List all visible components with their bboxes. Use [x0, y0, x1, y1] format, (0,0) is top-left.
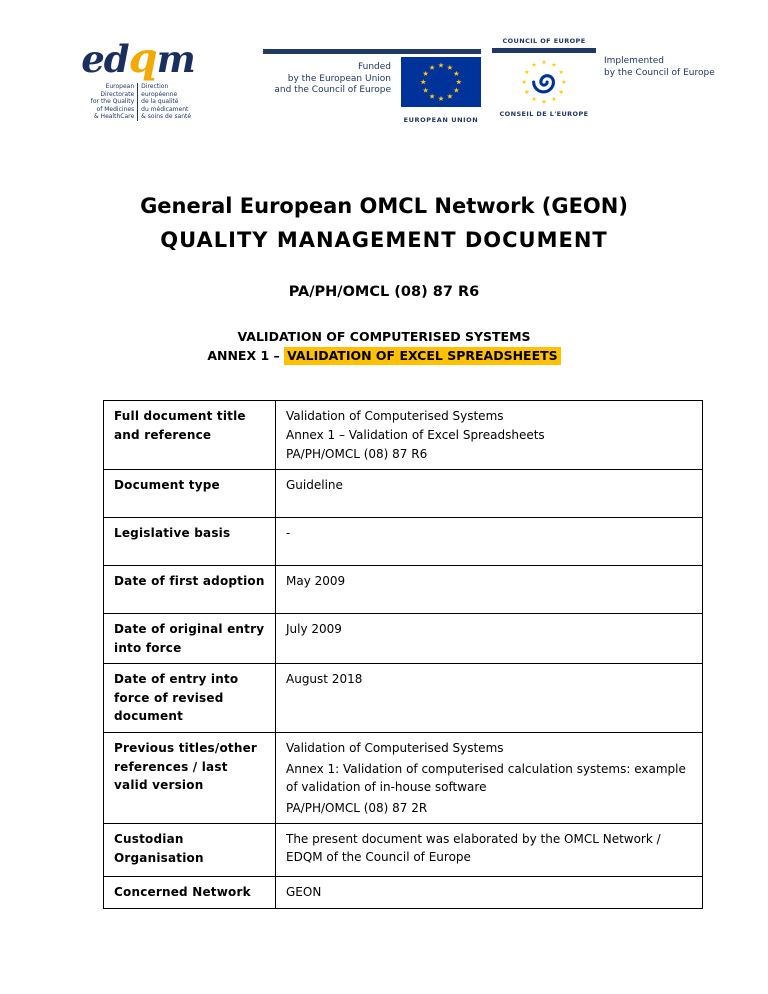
tagline-line: & HealthCare: [93, 113, 135, 120]
row-value: [276, 614, 703, 664]
value-line: Annex 1: Validation of computerised calculation systems: example of validation of in-house software: [286, 761, 686, 794]
council-of-europe-logo-icon: [517, 55, 571, 109]
subject-line-2-prefix: ANNEX 1 –: [207, 348, 285, 363]
funded-line: and the Council of Europe: [274, 85, 391, 95]
row-value: [276, 470, 703, 518]
edqm-tagline: [70, 83, 206, 121]
table-row: [104, 664, 703, 733]
value-line: GEON: [286, 884, 322, 899]
edqm-logo: [70, 33, 206, 121]
tagline-line: for the Quality: [90, 98, 135, 105]
table-row: [104, 518, 703, 566]
table-row: [104, 732, 703, 823]
value-line: The present document was elaborated by the OMCL Network / EDQM of the Council of Europe: [286, 831, 661, 864]
row-value: [276, 401, 703, 470]
value-line: July 2009: [286, 622, 342, 636]
eu-flag-caption: EUROPEAN UNION: [403, 116, 479, 124]
funded-line: by the European Union: [287, 73, 391, 84]
table-row: [104, 614, 703, 664]
tagline-line: Direction européenne: [141, 83, 178, 98]
eu-flag-icon: [401, 57, 481, 107]
value-line: Validation of Computerised Systems: [286, 740, 504, 755]
edqm-logotype-q: q: [128, 33, 157, 82]
document-info-table: [103, 400, 703, 909]
row-label: Concerned Network: [104, 876, 276, 908]
row-label: Custodian Organisation: [104, 823, 276, 876]
row-value: [276, 876, 703, 908]
row-label: Previous titles/other references / last valid version: [104, 732, 276, 823]
value-line: Annex 1 – Validation of Excel Spreadsheets: [286, 428, 545, 442]
row-value: [276, 823, 703, 876]
edqm-tagline-english: [70, 83, 138, 121]
navy-bar: [263, 49, 481, 54]
implemented-statement: [604, 56, 715, 79]
row-value: [276, 518, 703, 566]
tagline-line: of Medicines: [96, 105, 135, 113]
row-value: [276, 732, 703, 823]
table-row: [104, 876, 703, 908]
funded-statement: [263, 57, 401, 124]
tagline-line: du médicament: [141, 105, 189, 113]
row-label: Document type: [104, 470, 276, 518]
tagline-line: & soins de santé: [141, 113, 192, 120]
edqm-logotype: [70, 33, 206, 82]
table-row: [104, 566, 703, 614]
table-row: [104, 401, 703, 470]
funded-line: Funded: [357, 62, 391, 72]
value-line: May 2009: [286, 574, 346, 588]
subject-line-1: VALIDATION OF COMPUTERISED SYSTEMS: [237, 329, 531, 344]
eu-funding-row: [263, 57, 481, 124]
row-value: [276, 566, 703, 614]
council-of-europe-block: [492, 37, 596, 118]
eu-flag-column: [401, 57, 481, 124]
document-reference: PA/PH/OMCL (08) 87 R6: [288, 284, 480, 300]
coe-caption-bottom: CONSEIL DE L'EUROPE: [499, 110, 589, 118]
value-line: Validation of Computerised Systems: [286, 409, 504, 423]
coe-caption-top: COUNCIL OF EUROPE: [502, 37, 586, 45]
tagline-line: de la qualité: [141, 98, 179, 105]
value-line: -: [286, 526, 291, 540]
edqm-logotype-ed: ed: [81, 37, 129, 81]
value-line: Guideline: [286, 478, 343, 492]
eu-funding-block: [263, 49, 481, 124]
row-value: [276, 664, 703, 733]
value-line: PA/PH/OMCL (08) 87 R6: [286, 447, 428, 461]
value-line: August 2018: [286, 672, 363, 687]
coe-spiral: [534, 76, 554, 92]
implemented-line: by the Council of Europe: [604, 67, 715, 78]
row-label: Date of first adoption: [104, 566, 276, 614]
row-label: Full document title and reference: [104, 401, 276, 470]
subject-line-2: [0, 348, 768, 363]
table-row: [104, 823, 703, 876]
row-label: Date of entry into force of revised document: [104, 664, 276, 733]
row-label: Legislative basis: [104, 518, 276, 566]
document-type-title: QUALITY MANAGEMENT DOCUMENT: [160, 228, 608, 252]
tagline-line: European Directorate: [100, 83, 135, 98]
row-label: Date of original entry into force: [104, 614, 276, 664]
edqm-logotype-m: m: [156, 37, 195, 81]
value-line: PA/PH/OMCL (08) 87 2R: [286, 800, 428, 815]
implemented-line: Implemented: [604, 56, 664, 66]
table-row: [104, 470, 703, 518]
subject-line-2-highlighted: VALIDATION OF EXCEL SPREADSHEETS: [284, 347, 561, 365]
navy-bar: [492, 48, 596, 53]
edqm-tagline-french: [138, 83, 206, 121]
network-title: General European OMCL Network (GEON): [140, 194, 628, 218]
